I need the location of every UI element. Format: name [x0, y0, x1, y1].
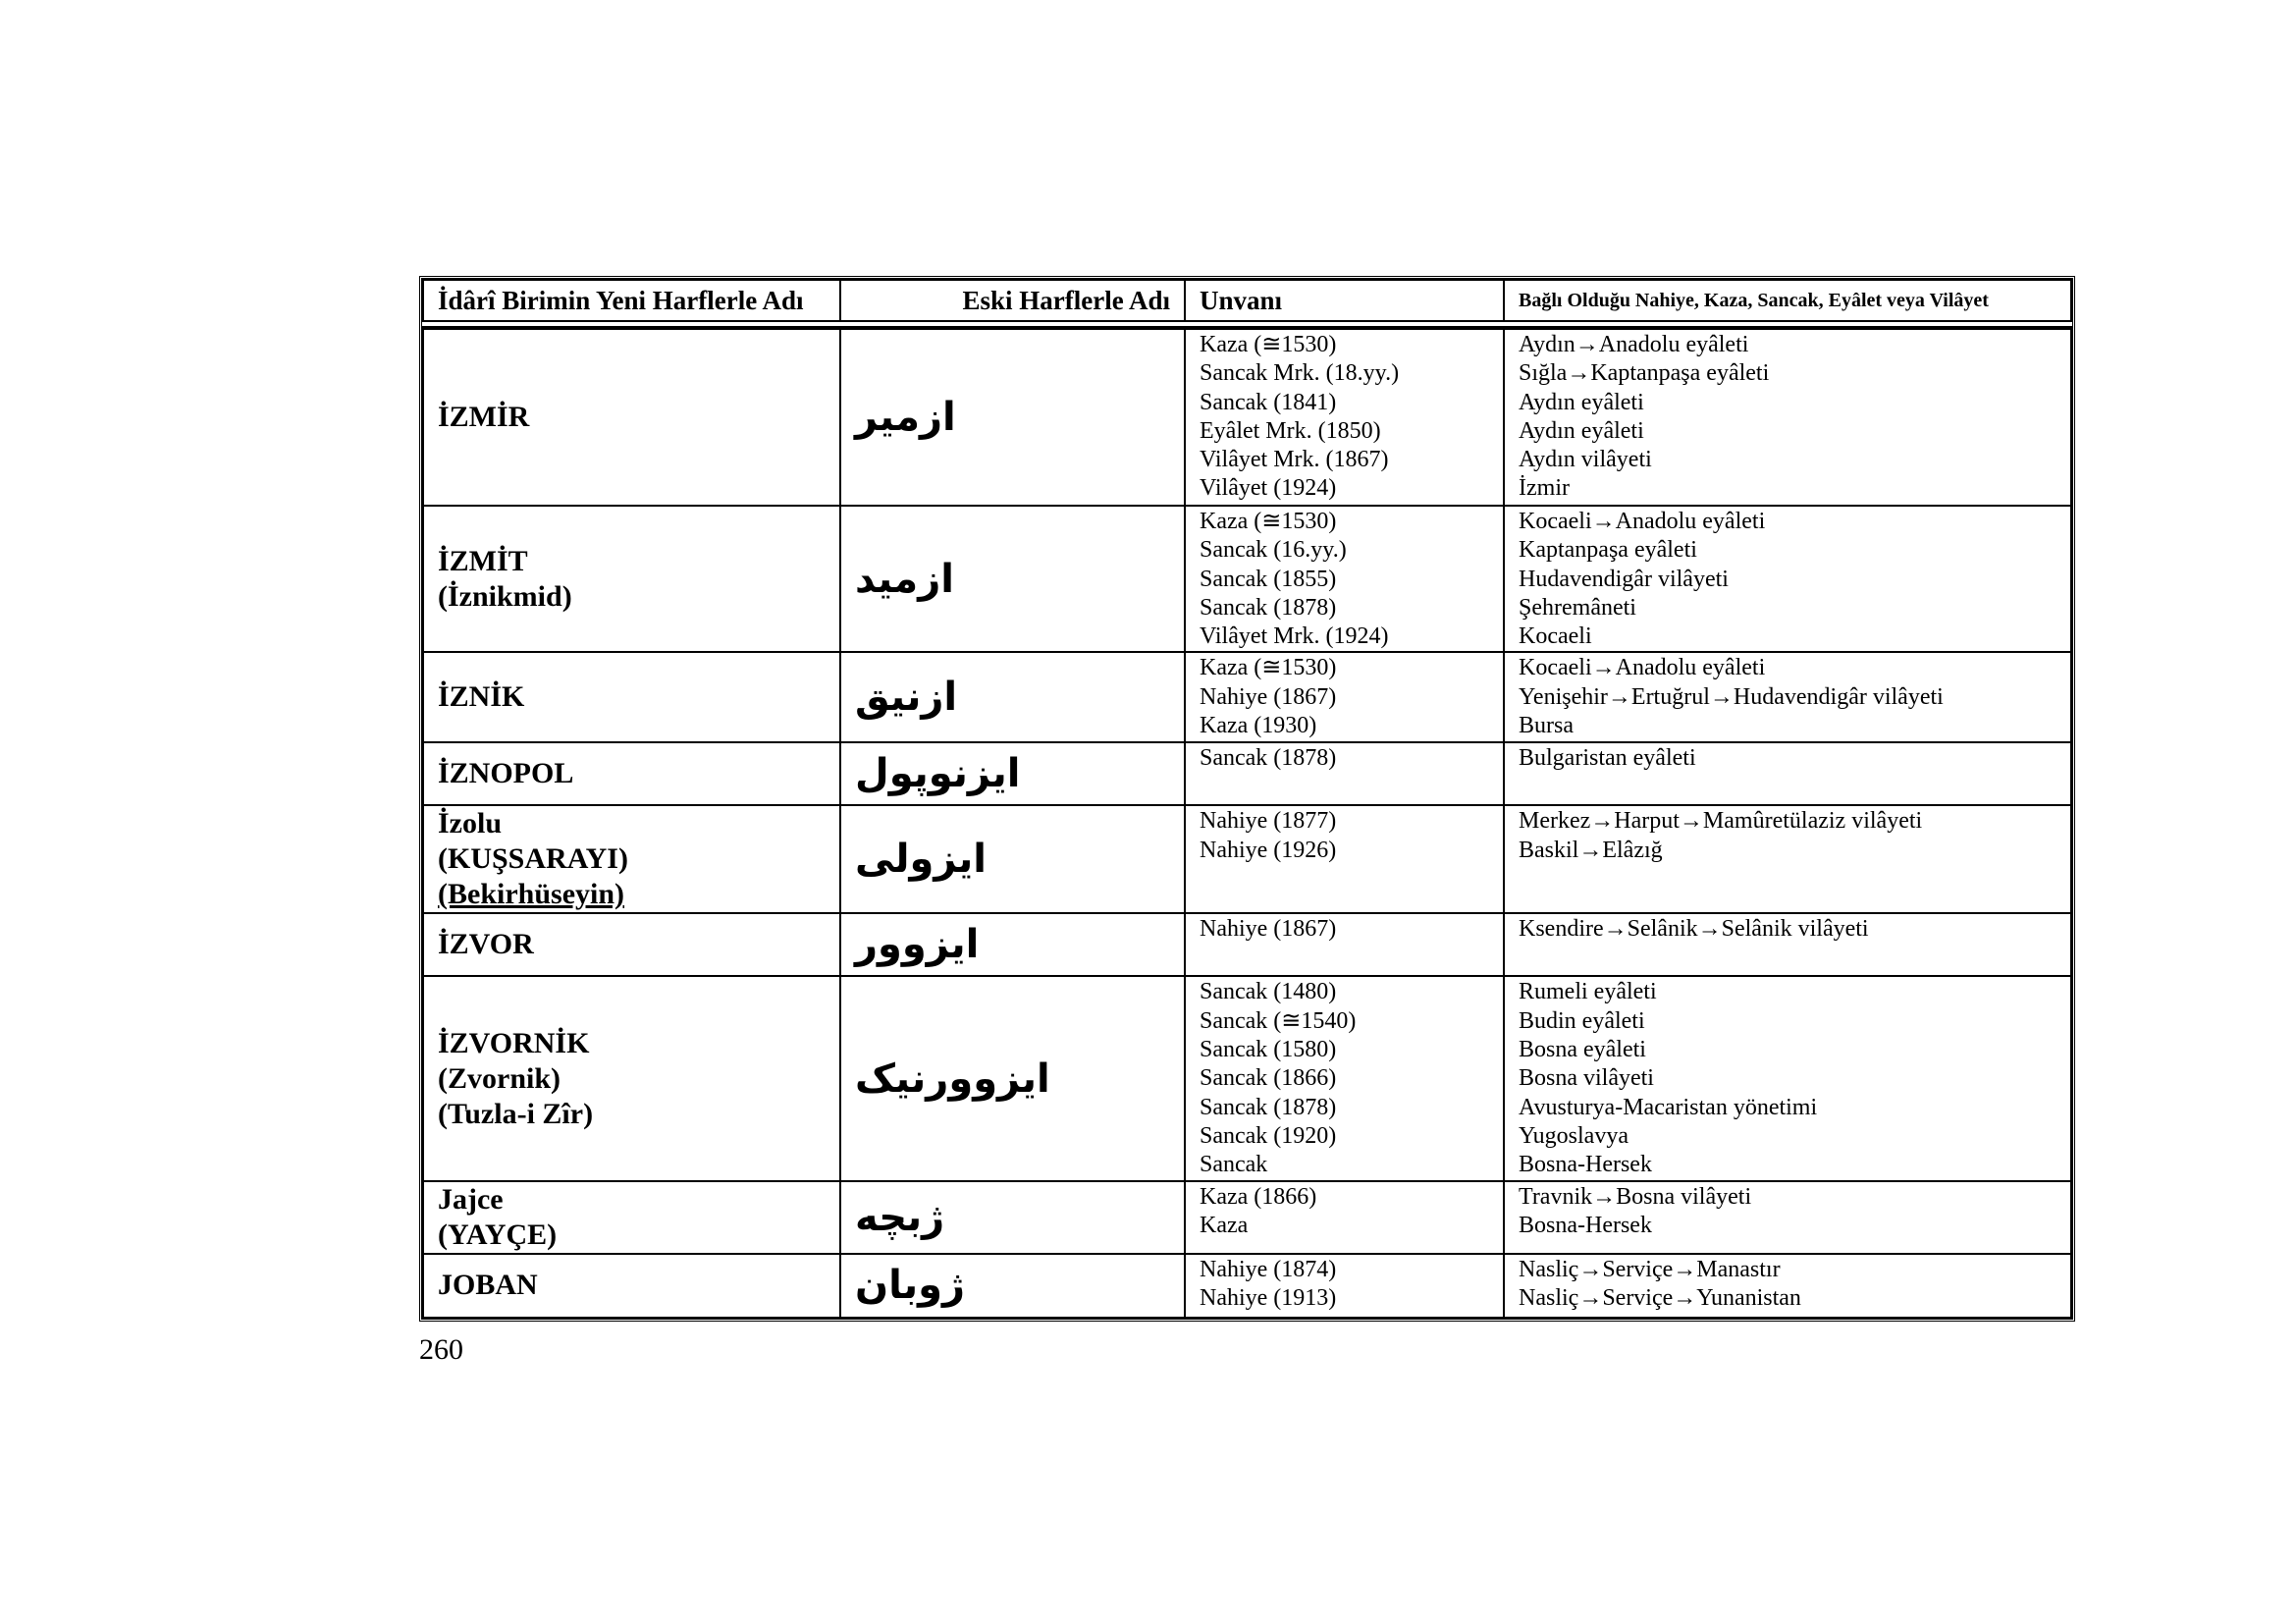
affiliation-line: Nasliç→Serviçe→Manastır [1519, 1256, 1781, 1282]
affiliation-line: Kocaeli→Anadolu eyâleti [1519, 655, 1766, 681]
table-row [423, 1254, 2071, 1318]
unit-name: İzolu [438, 807, 503, 840]
cell-title [1185, 976, 1504, 1180]
title-line: Kaza (≅1530) [1200, 509, 1337, 534]
ottoman-name: ايزوور [855, 922, 980, 968]
affiliation-line: Avusturya-Macaristan yönetimi [1519, 1094, 1818, 1120]
table-row [423, 652, 2071, 742]
title-line: Sancak [1200, 1152, 1268, 1178]
affiliation-line: Aydın eyâleti [1519, 389, 1644, 415]
title-line: Sancak (1920) [1200, 1122, 1337, 1149]
cell-title [1185, 329, 1504, 506]
table-row [423, 1181, 2071, 1254]
ottoman-name: ازنيق [855, 675, 958, 721]
administrative-units-table [419, 276, 2075, 1322]
cell-affiliation [1504, 652, 2071, 742]
affiliation-line: Kocaeli→Anadolu eyâleti [1519, 509, 1766, 534]
cell-affiliation [1504, 913, 2071, 976]
affiliation-line: Bursa [1519, 713, 1574, 739]
cell-old-name [840, 506, 1185, 652]
affiliation-line: Budin eyâleti [1519, 1007, 1645, 1034]
unit-name: İZVOR [438, 928, 534, 961]
title-line: Kaza (≅1530) [1200, 655, 1337, 681]
affiliation-line: Baskil→Elâzığ [1519, 837, 1663, 863]
affiliation-line: Nasliç→Serviçe→Yunanistan [1519, 1284, 1801, 1311]
title-line: Kaza (1930) [1200, 713, 1317, 739]
affiliation-line: Rumeli eyâleti [1519, 979, 1657, 1005]
affiliation-line: Şehremâneti [1519, 594, 1636, 621]
header-new-name: İdârî Birimin Yeni Harflerle Adı [423, 280, 840, 321]
affiliation-line: Aydın vilâyeti [1519, 447, 1652, 473]
affiliation-line: Kaptanpaşa eyâleti [1519, 537, 1697, 564]
affiliation-line: Bosna vilâyeti [1519, 1065, 1654, 1092]
cell-affiliation [1504, 506, 2071, 652]
unit-name: Jajce [438, 1182, 504, 1216]
title-line: Sancak (≅1540) [1200, 1007, 1357, 1034]
title-line: Vilâyet (1924) [1200, 475, 1337, 502]
cell-new-name [423, 805, 840, 913]
affiliation-line: Hudavendigâr vilâyeti [1519, 566, 1729, 592]
table-row [423, 506, 2071, 652]
title-line: Nahiye (1913) [1200, 1284, 1337, 1311]
cell-title [1185, 805, 1504, 913]
cell-old-name [840, 913, 1185, 976]
title-line: Sancak (1878) [1200, 745, 1337, 772]
cell-new-name [423, 329, 840, 506]
title-line: Sancak Mrk. (18.yy.) [1200, 360, 1400, 387]
ottoman-name: ايزنوپول [855, 751, 1021, 797]
unit-name: (Bekirhüseyin) [438, 878, 625, 911]
affiliation-line: Kocaeli [1519, 623, 1592, 650]
table-header [422, 279, 2072, 322]
cell-old-name [840, 1254, 1185, 1318]
title-line: Nahiye (1867) [1200, 683, 1337, 710]
title-line: Nahiye (1926) [1200, 837, 1337, 863]
title-line: Sancak (16.yy.) [1200, 537, 1347, 564]
cell-new-name [423, 1254, 840, 1318]
unit-name: İZMİR [438, 401, 530, 433]
affiliation-line: Aydın eyâleti [1519, 417, 1644, 444]
ottoman-name: ايزوورنيک [855, 1056, 1050, 1102]
table-frame [419, 276, 2075, 1322]
cell-new-name [423, 913, 840, 976]
affiliation-line: Sığla→Kaptanpaşa eyâleti [1519, 360, 1770, 387]
cell-affiliation [1504, 1254, 2071, 1318]
title-line: Kaza (1866) [1200, 1183, 1317, 1210]
unit-name: (Zvornik) [438, 1061, 561, 1095]
table-row [423, 976, 2071, 1180]
affiliation-line: İzmir [1519, 475, 1570, 502]
title-line: Vilâyet Mrk. (1924) [1200, 623, 1389, 650]
ottoman-name: ازميد [855, 556, 954, 602]
cell-new-name [423, 742, 840, 805]
title-line: Sancak (1580) [1200, 1037, 1337, 1063]
unit-name: (YAYÇE) [438, 1218, 558, 1251]
cell-title [1185, 506, 1504, 652]
ottoman-name: ازمير [855, 395, 956, 440]
cell-old-name [840, 742, 1185, 805]
unit-name: İZNİK [438, 680, 525, 714]
affiliation-line: Bosna eyâleti [1519, 1037, 1646, 1063]
unit-name: JOBAN [438, 1269, 538, 1302]
title-line: Eyâlet Mrk. (1850) [1200, 417, 1381, 444]
unit-name: (KUŞSARAYI) [438, 842, 628, 876]
affiliation-line: Travnik→Bosna vilâyeti [1519, 1183, 1752, 1210]
cell-new-name [423, 1181, 840, 1254]
title-line: Sancak (1878) [1200, 594, 1337, 621]
unit-name: İZNOPOL [438, 757, 574, 790]
cell-old-name [840, 652, 1185, 742]
affiliation-line: Merkez→Harput→Mamûretülaziz vilâyeti [1519, 808, 1923, 835]
title-line: Sancak (1855) [1200, 566, 1337, 592]
title-line: Nahiye (1867) [1200, 916, 1337, 943]
title-line: Nahiye (1874) [1200, 1256, 1337, 1282]
affiliation-line: Bulgaristan eyâleti [1519, 745, 1696, 772]
table-row [423, 329, 2071, 506]
ottoman-name: ژوبان [855, 1263, 966, 1309]
affiliation-line: Yenişehir→Ertuğrul→Hudavendigâr vilâyeti [1519, 683, 1944, 710]
unit-name: İZVORNİK [438, 1026, 590, 1059]
title-line: Kaza [1200, 1212, 1249, 1238]
affiliation-line: Bosna-Hersek [1519, 1212, 1652, 1238]
cell-title [1185, 1181, 1504, 1254]
cell-new-name [423, 976, 840, 1180]
cell-title [1185, 652, 1504, 742]
header-affiliation: Bağlı Olduğu Nahiye, Kaza, Sancak, Eyâlet veya Vilâyet [1504, 280, 2071, 321]
header-title: Unvanı [1185, 280, 1504, 321]
cell-old-name [840, 1181, 1185, 1254]
cell-title [1185, 742, 1504, 805]
title-line: Sancak (1878) [1200, 1094, 1337, 1120]
table-row [423, 742, 2071, 805]
page-number: 260 [419, 1333, 463, 1366]
table-row [423, 805, 2071, 913]
title-line: Kaza (≅1530) [1200, 332, 1337, 357]
cell-title [1185, 1254, 1504, 1318]
header-old-name: Eski Harflerle Adı [840, 280, 1185, 321]
cell-title [1185, 913, 1504, 976]
cell-old-name [840, 976, 1185, 1180]
affiliation-line: Yugoslavya [1519, 1122, 1629, 1149]
ottoman-name: ژبچه [855, 1194, 945, 1240]
ottoman-name: ايزولى [855, 837, 987, 883]
title-line: Sancak (1866) [1200, 1065, 1337, 1092]
title-line: Sancak (1841) [1200, 389, 1337, 415]
unit-name: (İznikmid) [438, 579, 572, 613]
unit-name: (Tuzla-i Zîr) [438, 1097, 594, 1130]
cell-affiliation [1504, 805, 2071, 913]
cell-affiliation [1504, 329, 2071, 506]
title-line: Vilâyet Mrk. (1867) [1200, 447, 1389, 473]
unit-name: İZMİT [438, 544, 528, 577]
title-line: Sancak (1480) [1200, 979, 1337, 1005]
cell-old-name [840, 329, 1185, 506]
cell-new-name [423, 652, 840, 742]
cell-affiliation [1504, 1181, 2071, 1254]
affiliation-line: Bosna-Hersek [1519, 1152, 1652, 1178]
table-row [423, 913, 2071, 976]
title-line: Nahiye (1877) [1200, 808, 1337, 835]
cell-new-name [423, 506, 840, 652]
cell-old-name [840, 805, 1185, 913]
cell-affiliation [1504, 742, 2071, 805]
affiliation-line: Aydın→Anadolu eyâleti [1519, 332, 1749, 357]
table-body [422, 328, 2072, 1319]
affiliation-line: Ksendire→Selânik→Selânik vilâyeti [1519, 916, 1869, 943]
cell-affiliation [1504, 976, 2071, 1180]
